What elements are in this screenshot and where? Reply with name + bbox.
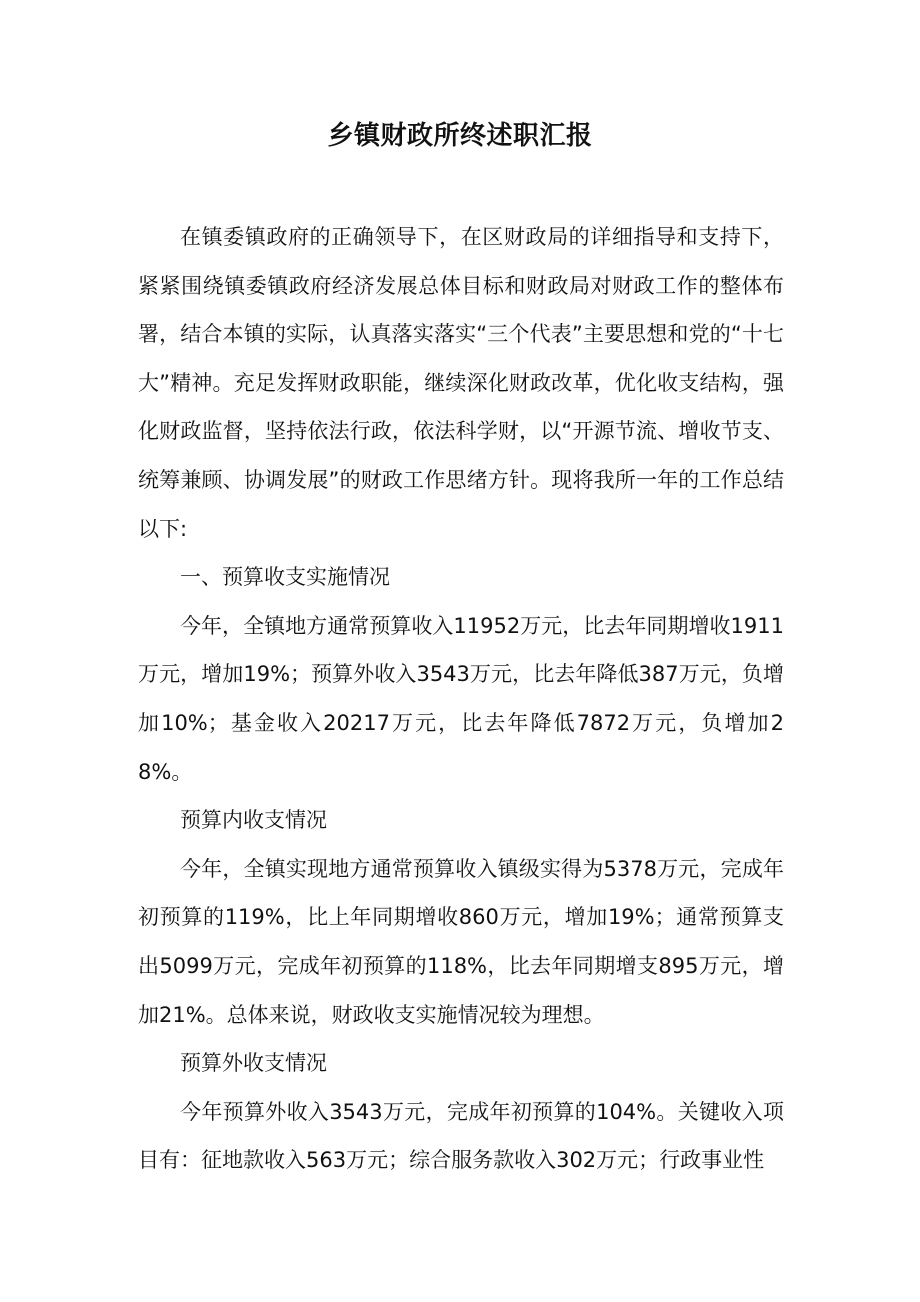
- intro-paragraph: 在镇委镇政府的正确领导下，在区财政局的详细指导和支持下，紧紧围绕镇委镇政府经济发展总体目标和财政局对财政工作的整体布署，结合本镇的实际，认真落实落实“三个代表”主要思想和党的“十七大”精神。充足发挥财政职能，继续深化财政改革，优化收支结构，强化财政监督，坚持依法行政，依法科学财，以“开源节流、增收节支、统筹兼顾、协调发展”的财政工作思绪方针。现将我所一年的工作总结以下:: [138, 225, 784, 541]
- subheading-off-budget: 预算外收支情况: [180, 1051, 327, 1076]
- section-heading-budget: 一、预算收支实施情况: [180, 565, 390, 590]
- in-budget-paragraph: 今年，全镇实现地方通常预算收入镇级实得为5378万元，完成年初预算的119%，比上年同期增收860万元，增加19%；通常预算支出5099万元，完成年初预算的118%，比去年同期增支895万元，增加21%。总体来说，财政收支实施情况较为理想。: [138, 856, 784, 1027]
- subheading-in-budget: 预算内收支情况: [180, 808, 327, 833]
- document-body: [138, 213, 784, 1185]
- off-budget-paragraph: 今年预算外收入3543万元，完成年初预算的104%。关键收入项目有：征地款收入563万元；综合服务款收入302万元；行政事业性: [138, 1099, 784, 1173]
- document-title: 乡镇财政所终述职汇报: [327, 121, 593, 151]
- budget-summary-paragraph: 今年，全镇地方通常预算收入11952万元，比去年同期增收1911万元，增加19%；预算外收入3543万元，比去年降低387万元，负增加10%；基金收入20217万元，比去年降低7872万元，负增加28%。: [138, 613, 784, 784]
